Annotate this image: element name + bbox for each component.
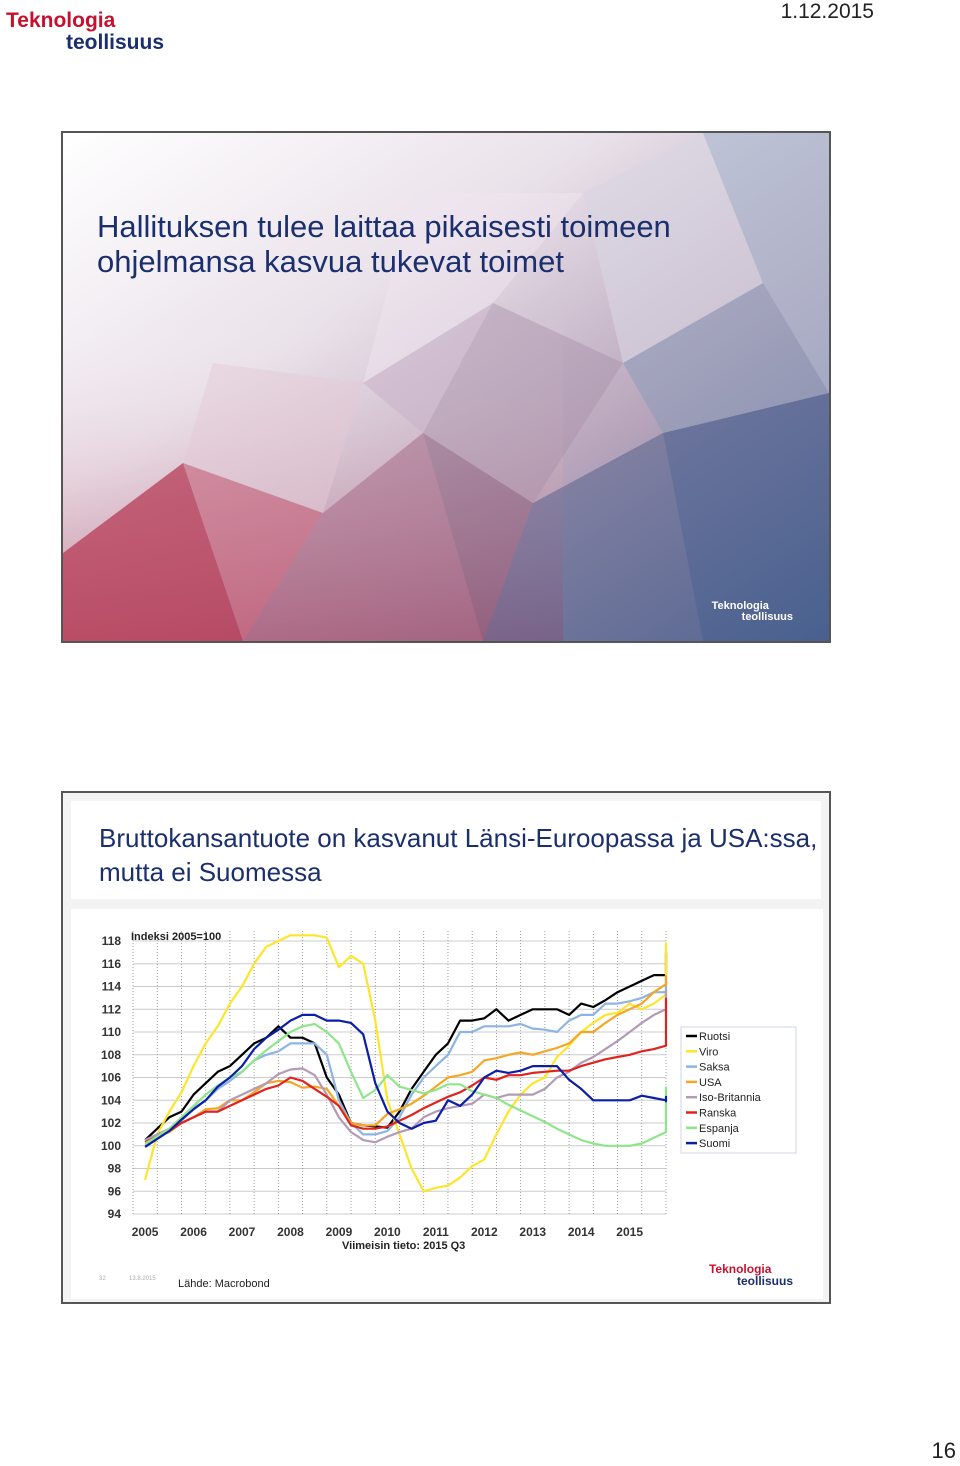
slide2-logo-line1: Teknologia (708, 1262, 772, 1276)
chart-legend (681, 1027, 796, 1153)
x-tick-label: 2013 (519, 1225, 547, 1239)
logo-line1: Teknologia (6, 9, 116, 32)
y-tick-label: 110 (101, 1025, 121, 1039)
y-tick-label: 116 (101, 956, 121, 971)
slide1-logo-line1: Teknologia (711, 600, 769, 612)
source-text: Lähde: Macrobond (178, 1278, 270, 1290)
teknologia-teollisuus-logo (6, 10, 164, 53)
y-tick-label: 102 (100, 1116, 121, 1130)
chart-footnote: Viimeisin tieto: 2015 Q3 (342, 1240, 466, 1252)
y-tick-label: 94 (107, 1207, 121, 1221)
x-tick-label: 2008 (277, 1225, 304, 1239)
x-tick-labels (132, 1225, 644, 1239)
x-tick-label: 2015 (616, 1225, 644, 1239)
page-number: 16 (931, 1438, 956, 1463)
slide1-logo-line2: teollisuus (741, 611, 793, 623)
legend-label: Espanja (699, 1122, 739, 1135)
y-tick-label: 98 (107, 1161, 121, 1176)
slide2-title-box (71, 801, 821, 899)
slide2-logo-line2: teollisuus (736, 1274, 793, 1288)
legend-label: Ranska (699, 1107, 737, 1120)
y-tick-label: 112 (101, 1002, 121, 1017)
slide1-logo (712, 601, 793, 623)
chart-series (145, 935, 666, 1191)
legend-label: Viro (699, 1046, 719, 1059)
gdp-line-chart (71, 909, 823, 1299)
y-axis-label: Indeksi 2005=100 (131, 931, 222, 943)
slide2-logo (709, 1263, 793, 1287)
legend-label: Suomi (699, 1138, 731, 1151)
x-tick-label: 2007 (228, 1225, 256, 1239)
y-tick-label: 104 (100, 1093, 121, 1108)
header-date: 1.12.2015 (780, 0, 874, 23)
slide2-title: Bruttokansantuote on kasvanut Länsi-Euroopassa ja USA:ssa, mutta ei Suomessa (99, 823, 818, 887)
x-tick-label: 2014 (567, 1225, 595, 1239)
slide1-title: Hallituksen tulee laittaa pikaisesti toimeen ohjelmansa kasvua tukevat toimet (97, 209, 671, 279)
x-tick-label: 2011 (422, 1225, 449, 1239)
footer-date: 13.8.2015 (129, 1276, 156, 1282)
y-tick-label: 96 (107, 1184, 121, 1199)
series-line-iso-britannia (145, 990, 666, 1142)
logo-line2: teollisuus (66, 31, 165, 54)
y-tick-label: 108 (100, 1047, 121, 1062)
y-tick-label: 106 (100, 1070, 121, 1085)
legend-label: Iso-Britannia (699, 1092, 761, 1105)
legend-label: Saksa (699, 1061, 730, 1074)
legend-label: Ruotsi (699, 1031, 731, 1043)
y-tick-label: 114 (101, 979, 121, 994)
series-line-ruotsi (145, 952, 666, 1140)
y-tick-label: 118 (101, 934, 121, 948)
y-tick-label: 100 (100, 1138, 121, 1153)
x-tick-label: 2012 (470, 1225, 498, 1239)
x-tick-label: 2005 (131, 1225, 159, 1239)
series-line-saksa (145, 976, 666, 1146)
x-tick-label: 2006 (180, 1225, 207, 1239)
chart-grid (133, 931, 666, 1214)
footer-page-number: 32 (99, 1276, 106, 1282)
x-tick-label: 2010 (374, 1225, 401, 1239)
slide-2 (61, 791, 831, 1304)
slide-1 (61, 131, 831, 643)
legend-label: USA (699, 1076, 722, 1089)
y-tick-labels (101, 934, 121, 1221)
x-tick-label: 2009 (325, 1225, 353, 1239)
